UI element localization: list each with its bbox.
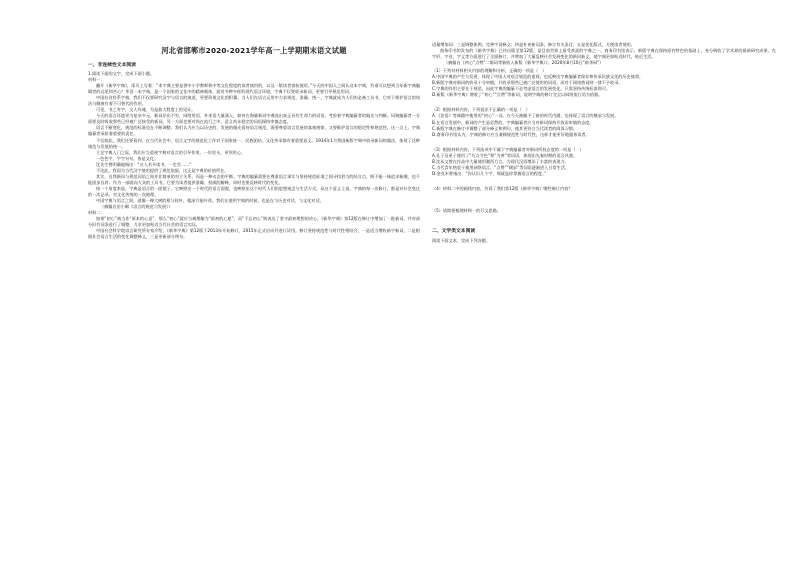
right-paragraph: C.字典的作用主要在于规范，因此字典的编纂不必考虑语言的发展变化，只需坚持传统标准即可。 <box>432 86 611 92</box>
right-paragraph: B.沈从文曾在作品中大量使用湘西方言，为现代汉语增添了丰富的表现力。 <box>432 158 569 164</box>
left-paragraph: 材料二： <box>88 210 105 216</box>
section-heading-2: 二、文学类文本阅读 <box>432 228 476 234</box>
right-paragraph: D.金克木曾指出：“你认识几个字，那就是你掌握语言的程度。” <box>432 170 547 176</box>
left-paragraph: 中国社会科学院语言研究所专家介绍，《新华字典》第12版于2013年开始修订，2015年正式启动并进行试用。修订坚持规范性与时代性相结合，一是适当增收新字新词，二是根据社会语言生活的变化调整释义，三是更新部分例句。 <box>88 228 420 240</box>
left-paragraph: 如果“初心”被当作“原本的心意”，那么“初心”就应当被理解为“最初的心愿”，而“不忘初心”则表达了坚守最初理想的决心。《新华字典》第12版在修订中增加了一批新词，并对部分旧有词条进行了调整，力求更加贴近当代社会的语言实际。 <box>88 216 420 228</box>
right-paragraph: （5）请简要梳理材料一的行文思路。 <box>432 207 501 213</box>
right-paragraph <box>432 98 776 105</box>
right-paragraph: 适量增加词：三是调整体例，完善字词释义；四是补充新词条，修订有关条目；五是优化版式，方便读者使用。 <box>432 42 635 47</box>
left-paragraph: 沈先生曾明确地指出：“这人若多读书，一定会……” <box>96 161 192 167</box>
left-paragraph: 翻开《新华字典》，扉页上写着：“本字典主要是供中小学教师和中等文化程度的读者使用的，以及一般读者查检使用。”今天的中国人之间认这本字典，有谁可以想到当年新字典编辑者的远见和苦心？毕竟一本字典，是一个国家的文化中的精神载体，面对多种多样的现代语言环境，字典不仅要收录新词，更要引导规范用词。 <box>88 83 420 95</box>
right-body <box>432 42 776 221</box>
left-paragraph: 按一个角度来说，字典是语言的一面镜子。它映照出一个时代的语言面貌，也映照出这个时代人们的思想观念与生活方式。从这个意义上说，字典的每一次修订，都是对社会变迁的一次记录，对文化传统的一次梳理。 <box>88 185 420 197</box>
right-paragraph: A.孔子及弟子使用了“巧言令色”和“为善”等词语，体现出先秦时期的语言风貌。 <box>432 152 578 158</box>
right-paragraph: （1）下列对材料相关内容的理解和分析，正确的一项是（ ） <box>432 68 547 74</box>
section-heading-1: 一、非连续性文本阅读 <box>88 63 136 68</box>
right-paragraph <box>432 192 776 199</box>
right-paragraph: （摘编自《初心“点赞”二维码等新收入新版《新华字典》》，2020年8月10日“新华网”） <box>444 60 604 66</box>
left-paragraph: 今天的语言环境更为复杂多元，新词层出不穷，网络用语、外来语大量涌入，如何在海量新词中遴选出真正具有生命力的词语，考验着字典编纂者的眼光与判断。词典编纂者一方面要及时吸收那些已经被广泛接受的新词，另一方面也要对尚在流行之中、意义尚未稳定的词语保持审慎态度。 <box>88 113 420 125</box>
right-paragraph: （2）根据材料内容，下列说法不正确的一项是（ ） <box>432 107 530 113</box>
right-paragraph <box>432 214 776 221</box>
right-paragraph: 商务印书馆发布的《新华字典》已经出版至第12版，是目前世界上最受欢迎的字典之一。商务印书馆表示，新版字典在保持原有特色的基础上，充分吸收了学术界的最新研究成果，在字形、字音、字义等方面进行了全面修订，并增加了大量反映社会发展变化的新词新义，使字典更加贴近时代，贴近生活。 <box>432 48 776 60</box>
right-paragraph: A.《论语》等典籍中使用的“初心”一词，在今天被赋予了新的时代内涵，也体现了语言的继承与发展。 <box>432 113 619 119</box>
left-paragraph: （摘编自田小琳《语言的规范与发展》） <box>100 204 173 210</box>
left-paragraph: 中国字典与语言之间，就像一棵大树的根与枝叶，根深方能叶茂。我们在使用字典的时候，也是在与历史对话、与文化对话。 <box>96 197 324 203</box>
left-paragraph: 其实，自我新词与规范词语之间并非简单的对立关系，而是一种动态的平衡。字典的编纂需要在尊重语言事实与坚持规范标准之间寻找恰当的结合点，既不能一味追求新潮，也不能固步自封。作为一部面向大众的工具书，它要为读者提供准确、权威的解释，同时也要反映时代的变化。 <box>88 173 420 185</box>
right-paragraph: B.新版字典对新词的收录十分审慎，只收录那些已被广泛使用的词语，而对于网络热词则一律不予收录。 <box>432 80 623 86</box>
left-paragraph: 材料一： <box>88 77 105 83</box>
right-paragraph: （4）材料二中的画线内容，告诉了我们第12版《新华字典》哪些修订内容？ <box>432 185 573 191</box>
left-paragraph: 1.阅读下面的文字，完成下面小题。 <box>88 71 155 76</box>
right-paragraph <box>432 199 776 206</box>
left-column <box>88 46 420 240</box>
right-paragraph: （3）根据材料内容，下列选项中不属于字典编纂者对新词所持态度的一项是（ ） <box>432 146 584 152</box>
right-paragraph: D.新版《新华字典》增收了“初心”“点赞”等新词，说明字典的修订完全以网络流行语为依据。 <box>432 92 603 98</box>
right-paragraph <box>432 177 776 184</box>
right-column <box>432 42 776 244</box>
right-paragraph <box>432 138 776 145</box>
left-paragraph: 立足字典入门之际，我们应当重视字典对语言的引导作用。一年里头，更须用心。 <box>96 149 246 155</box>
right-paragraph: D.商务印书馆认为，字典的修订应当兼顾规范性与时代性，这样才能更好地服务读者。 <box>432 131 590 137</box>
left-paragraph: 语言不断变化，规范的标准也在不断调整。我们认为应当以历史的、发展的眼光看待语言规范，既要尊重语言发展的客观规律，又要维护语言的稳定性和规范性。这一点上，字典编纂者承担着重要的责任。 <box>88 125 420 137</box>
right-paragraph: C.当代青年热衷于使用网络语言，“点赞”“刷屏”等词语逐渐进入日常生活。 <box>432 164 570 170</box>
left-paragraph: 一色色字，字字句句，皆是文化。 <box>96 155 159 161</box>
right-paragraph: A.中国字典的产生与发展，体现了中国人对语言规范的重视，也反映出字典编纂者保存和传承民族文化的历史使命。 <box>432 74 644 80</box>
left-paragraph: 可见，书之有字，文人有魂，为是最大程度上的见证。 <box>96 107 196 113</box>
section2-instruction: 阅读下面文本，完成下列各题。 <box>432 237 490 243</box>
left-paragraph: 不仅如此，我们还要看到，在当代社会中，语言文字的规范化工作对于国家统一、民族团结、文化传承都有着重要意义。1934年1月我国新版字典中收录新词的做法，体现了这种规范与发展的统一。 <box>88 137 420 149</box>
exam-title: 河北省邯郸市2020-2021学年高一上学期期末语文试题 <box>161 46 347 55</box>
right-paragraph: C.新版字典在修订中调整了部分释义和例句，使其更符合当代读者的阅读习惯。 <box>432 125 577 131</box>
left-body <box>88 71 420 240</box>
left-paragraph: 不论此，我国为当代汉字使用提供了规范依据，这正是字典的价值所在。 <box>96 167 229 173</box>
right-paragraph: B.在语言发展中，新词的产生是必然的，字典编纂者应当对新词保持开放而审慎的态度。 <box>432 119 594 125</box>
left-paragraph: 中国拉音符系字典，我们不仅要研究汉字与语言的演进，更要珍视文化的积累。当人们在语言运用中力求规范、准确、统一，字典就成为人们的必备工具书，它对于维护语言的纯洁与健康有着不可替代的作用。 <box>88 95 420 107</box>
